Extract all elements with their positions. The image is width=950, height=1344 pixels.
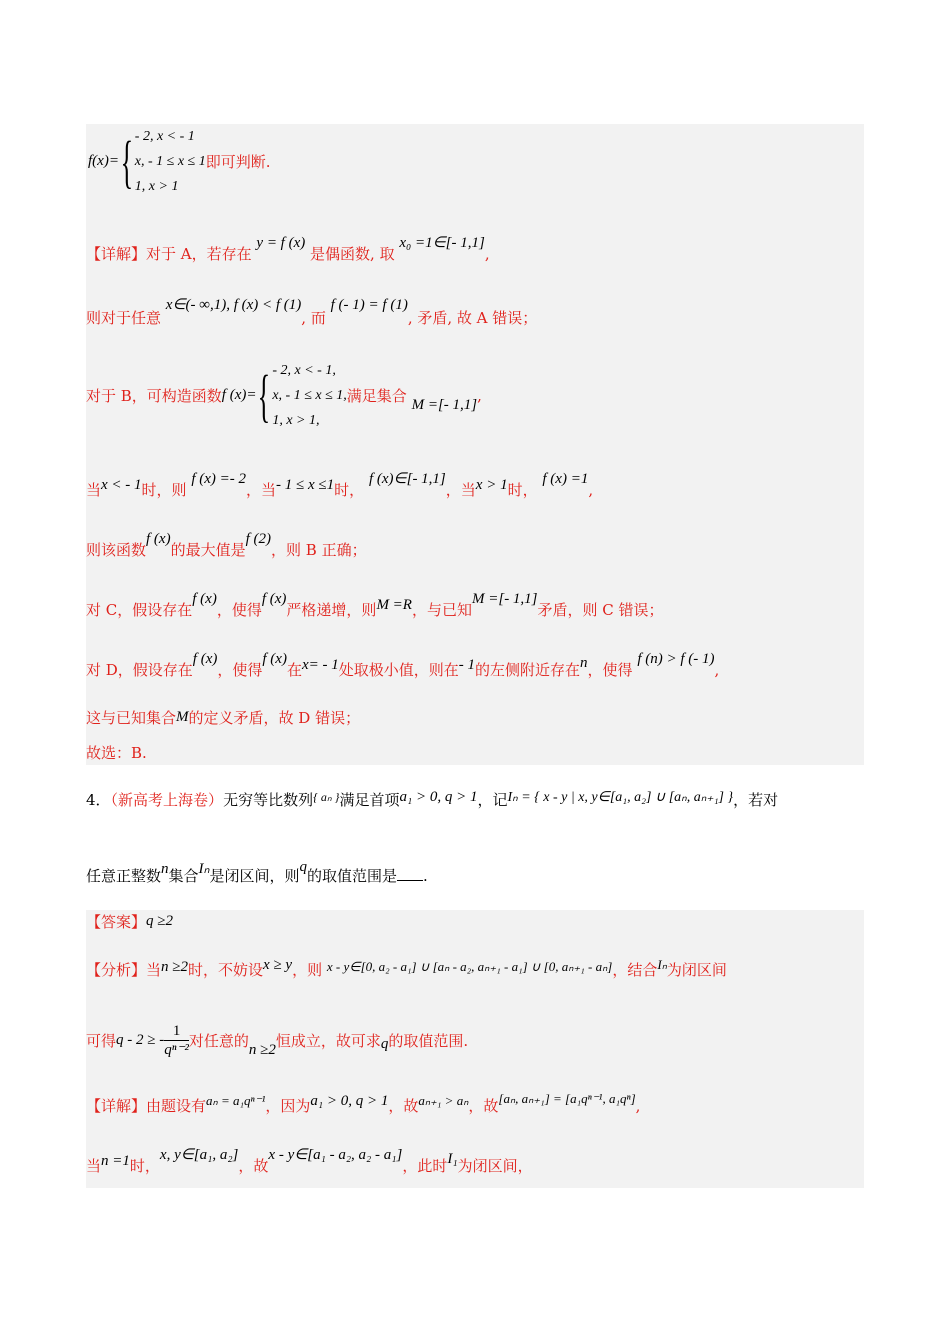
question-line-1: 4．（新高考上海卷）无穷等比数列$^{\{ a_n \}}$满足首项a₁ > 0, q > 1，记Iₙ = { x - y | x, y∈[a₁, a₂] ∪ [aₙ, aₙ₊₁] }，若对 xyxy=(86,789,779,809)
solution-block-q4 xyxy=(86,910,864,1188)
detail-line-2: 则对于任意 x∈(- ∞,1), f (x) < f (1), 而 f (- 1) = f (1), 矛盾, 故 A 错误； xyxy=(86,297,538,327)
detail-q4-line-1: 【详解】由题设有aₙ = a₁qⁿ⁻¹，因为a₁ > 0, q > 1，故aₙ₊₁ > aₙ，故[aₙ, aₙ₊₁] = [a₁qⁿ⁻¹, a₁qⁿ], xyxy=(86,1091,641,1115)
answer-label: 【答案】 xyxy=(86,913,147,931)
answer-value: q ≥2 xyxy=(146,913,173,929)
piecewise-tail: 即可判断. xyxy=(205,153,271,171)
detail-label: 【详解】 xyxy=(86,245,147,263)
detail-line-9: 故选：B. xyxy=(86,744,147,762)
piecewise-cases-b: - 2, x < - 1, x, - 1 ≤ x ≤ 1, 1, x > 1, xyxy=(272,363,347,428)
question-line-2: 任意正整数n集合Iₙ是闭区间，则q的取值范围是 . xyxy=(86,859,428,885)
detail-line-4: 当x < - 1时，则 f (x) =- 2，当- 1 ≤ x ≤1时， f (x)∈[- 1,1]，当x > 1时， f (x) =1, xyxy=(86,471,594,499)
fraction: $\frac{1}{\text{qⁿ⁻²}}$ xyxy=(164,1023,189,1058)
detail-line-1: 【详解】对于 A，若存在 y = f (x) 是偶函数, 取 x₀ =1∈[- 1,1], xyxy=(86,235,490,263)
piecewise-cases: - 2, x < - 1 x, - 1 ≤ x ≤ 1 1, x > 1 xyxy=(134,129,206,194)
detail-line-6: 对 C，假设存在f (x)，使得f (x)严格递增，则M =R，与已知M =[- 1,1]矛盾，则 C 错误； xyxy=(86,591,664,619)
detail-q4-line-2: 当n =1时，x, y∈[a₁, a₂]，故x - y∈[a₁ - a₂, a₂ - a₁]，此时I₁为闭区间， xyxy=(86,1147,533,1175)
analysis-label: 【分析】 xyxy=(86,961,147,979)
detail-line-8: 这与已知集合M的定义矛盾，故 D 错误； xyxy=(86,709,361,727)
detail-line-7: 对 D，假设存在f (x)，使得f (x)在x= - 1处取极小值，则在- 1的左侧附近存在n，使得 f (n) > f (- 1), xyxy=(86,651,720,679)
brace: { xyxy=(258,362,271,428)
detail-line-5: 则该函数f (x)的最大值是f (2)，则 B 正确； xyxy=(86,531,367,559)
analysis-line-1: 【分析】当n ≥2时，不妨设x ≥ y，则 x - y∈[0, a₂ - a₁] ∪ [aₙ - a₂, aₙ₊₁ - a₁] ∪ [0, aₙ₊₁ - aₙ]，结合Iₙ为闭区间 xyxy=(86,957,727,979)
detail-line-3: 对于 B，可构造函数f (x)={ - 2, x < - 1, x, - 1 ≤ x ≤ 1, 1, x > 1, 满足集合 M =[- 1,1], xyxy=(86,358,482,433)
solution-block-q3 xyxy=(86,124,864,765)
piecewise-line xyxy=(88,124,271,199)
question-source: （新高考上海卷） xyxy=(110,791,224,809)
answer-line xyxy=(86,912,173,933)
math: f(x)= xyxy=(88,153,119,169)
detail-label-q4: 【详解】 xyxy=(86,1097,147,1115)
analysis-line-2: 可得q - 2 ≥ - $\frac{1}{\text{qⁿ⁻²}}$ 对任意的n ≥2恒成立，故可求q的取值范围. xyxy=(86,1023,469,1058)
answer-blank xyxy=(397,866,423,881)
brace: { xyxy=(120,128,134,194)
question-number: 4． xyxy=(86,791,111,809)
